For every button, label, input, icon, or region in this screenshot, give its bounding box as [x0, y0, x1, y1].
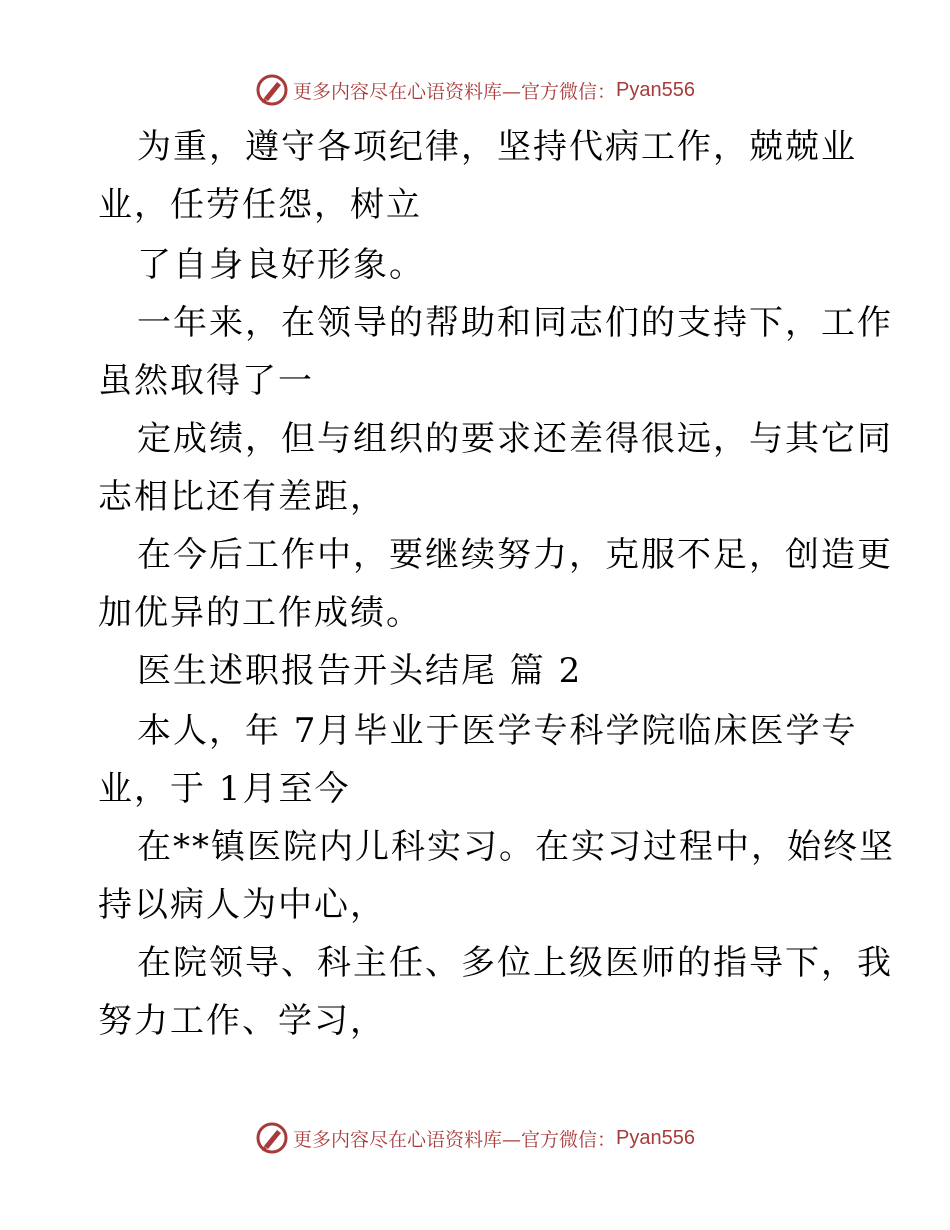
banner-wechat-handle: Pyan556	[616, 78, 695, 101]
text-line: 在**镇医院内儿科实习。在实习过程中，始终坚	[137, 827, 895, 867]
text-line: 加优异的工作成绩。	[98, 593, 422, 633]
text-line: 为重，遵守各项纪律，坚持代病工作，兢兢业	[137, 127, 857, 167]
header-banner	[0, 70, 950, 110]
text-line: 努力工作、学习，	[98, 1001, 386, 1041]
text-line: 虽然取得了一	[98, 361, 314, 401]
text-line: 持以病人为中心，	[98, 885, 386, 925]
text-line: 业，于 1月至今	[98, 769, 351, 809]
pen-logo-icon	[255, 1121, 289, 1155]
footer-banner	[0, 1118, 950, 1158]
text-line: 了自身良好形象。	[137, 245, 425, 285]
pen-logo-icon	[255, 73, 289, 107]
text-line: 在院领导、科主任、多位上级医师的指导下，我	[137, 943, 893, 983]
banner-text: 更多内容尽在心语资料库—官方微信：	[293, 1128, 617, 1151]
text-line: 业，任劳任怨，树立	[98, 185, 422, 225]
banner-text: 更多内容尽在心语资料库—官方微信：	[293, 80, 617, 103]
banner-wechat-handle: Pyan556	[616, 1126, 695, 1149]
text-line: 一年来，在领导的帮助和同志们的支持下，工作	[137, 303, 893, 343]
text-line: 本人，年 7月毕业于医学专科学院临床医学专	[137, 711, 858, 751]
text-line: 定成绩，但与组织的要求还差得很远，与其它同	[137, 419, 893, 459]
section-heading: 医生述职报告开头结尾 篇 2	[137, 651, 583, 691]
text-line: 志相比还有差距，	[98, 477, 386, 517]
text-line: 在今后工作中，要继续努力，克服不足，创造更	[137, 535, 893, 575]
